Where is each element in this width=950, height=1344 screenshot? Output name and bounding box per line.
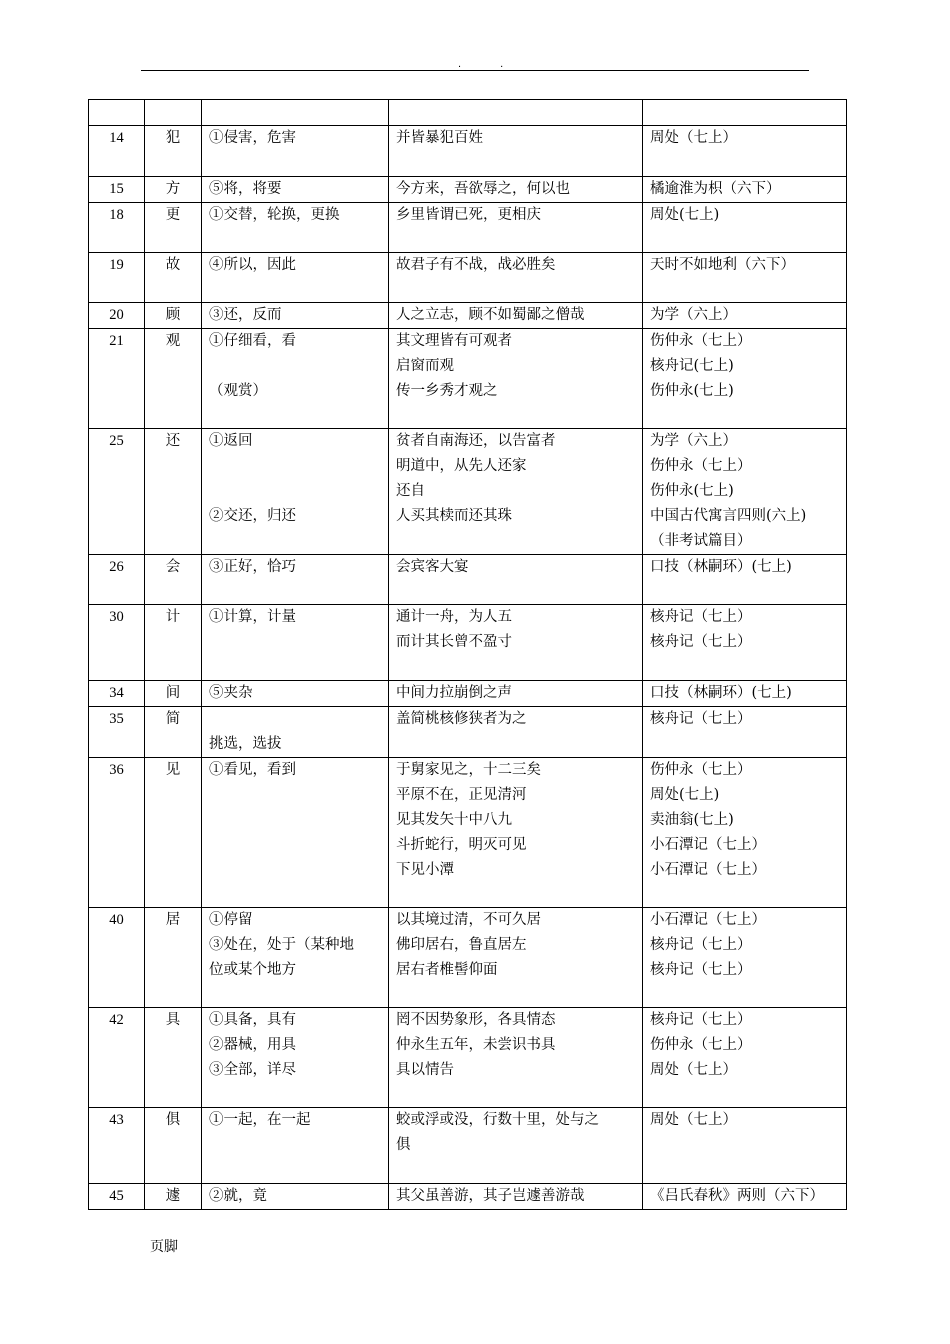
row-meaning [202, 329, 389, 429]
row-meaning-line: ②就，竟 [209, 1188, 267, 1204]
header-cell-meaning [202, 100, 389, 126]
row-source [643, 253, 847, 303]
row-example-line: 以其境过清，不可久居 [396, 912, 541, 928]
row-example-line: 其父虽善游，其子岂遽善游哉 [396, 1188, 585, 1204]
row-example-line: 通计一舟，为人五 [396, 609, 512, 625]
row-source-line: （非考试篇目） [650, 533, 752, 549]
row-character: 更 [145, 203, 202, 253]
row-example [389, 908, 643, 1008]
row-meaning-line: ⑤夹杂 [209, 685, 253, 701]
row-meaning-line: ③还，反而 [209, 307, 282, 323]
row-example-line: 平原不在，正见清河 [396, 787, 527, 803]
row-example [389, 126, 643, 177]
row-meaning [202, 177, 389, 203]
row-meaning [202, 1008, 389, 1108]
row-source [643, 126, 847, 177]
row-number: 14 [89, 126, 145, 177]
row-source [643, 177, 847, 203]
row-example-line: 斗折蛇行，明灭可见 [396, 837, 527, 853]
row-source-line: 周处(七上) [650, 207, 720, 223]
row-source-line: 周处（七上） [650, 130, 737, 146]
row-source-line: 伤仲永(七上) [650, 383, 734, 399]
row-number: 15 [89, 177, 145, 203]
row-example-line: 而计其长曾不盈寸 [396, 634, 512, 650]
row-example [389, 681, 643, 707]
table-row [89, 758, 847, 908]
row-character: 具 [145, 1008, 202, 1108]
row-number: 40 [89, 908, 145, 1008]
row-source-line: 核舟记(七上) [650, 358, 734, 374]
table-row [89, 253, 847, 303]
row-source-line: 周处（七上） [650, 1062, 737, 1078]
row-number: 36 [89, 758, 145, 908]
row-source-line: 周处(七上) [650, 787, 720, 803]
table-row [89, 1008, 847, 1108]
row-example-line: 俱 [396, 1137, 411, 1153]
row-source [643, 329, 847, 429]
row-meaning-line: ③正好，恰巧 [209, 559, 296, 575]
table-row [89, 1108, 847, 1184]
row-meaning-line: ②器械，用具 [209, 1037, 296, 1053]
row-example-line: 盖简桃核修狭者为之 [396, 711, 527, 727]
row-source-line: 伤仲永（七上） [650, 458, 752, 474]
row-example-line: 启窗而观 [396, 358, 454, 374]
row-source-line: 天时不如地利（六下） [650, 257, 795, 273]
row-meaning-line: ①仔细看，看 [209, 333, 296, 349]
row-character: 见 [145, 758, 202, 908]
row-meaning-line: ②交还，归还 [209, 508, 296, 524]
row-character: 遽 [145, 1184, 202, 1210]
row-example [389, 203, 643, 253]
row-meaning [202, 253, 389, 303]
header-rule [141, 70, 809, 71]
row-source-line: 《吕氏春秋》两则（六下） [650, 1188, 824, 1204]
row-character: 计 [145, 605, 202, 681]
table-row [89, 303, 847, 329]
row-source [643, 758, 847, 908]
row-example [389, 329, 643, 429]
table-row [89, 908, 847, 1008]
row-example-line: 下见小潭 [396, 862, 454, 878]
row-number: 45 [89, 1184, 145, 1210]
row-meaning-line [209, 454, 384, 479]
row-meaning [202, 758, 389, 908]
row-source-line: 伤仲永（七上） [650, 333, 752, 349]
row-example-line: 传一乡秀才观之 [396, 383, 498, 399]
row-source-line: 核舟记（七上） [650, 634, 752, 650]
row-source [643, 1008, 847, 1108]
header-cell-number [89, 100, 145, 126]
row-example [389, 429, 643, 555]
row-example [389, 1008, 643, 1108]
row-meaning [202, 303, 389, 329]
table-row [89, 177, 847, 203]
row-source [643, 429, 847, 555]
row-character: 居 [145, 908, 202, 1008]
row-example-line: 于舅家见之，十二三矣 [396, 762, 541, 778]
row-example [389, 303, 643, 329]
header-mark: . . [458, 58, 522, 70]
table-row [89, 329, 847, 429]
row-example [389, 605, 643, 681]
row-character: 顾 [145, 303, 202, 329]
row-number: 25 [89, 429, 145, 555]
row-source-line: 口技（林嗣环）(七上) [650, 559, 792, 575]
row-meaning-line: ①侵害，危害 [209, 130, 296, 146]
row-meaning-line [209, 479, 384, 504]
row-meaning-line: ①计算，计量 [209, 609, 296, 625]
header-cell-example [389, 100, 643, 126]
row-example-line: 明道中，从先人还家 [396, 458, 527, 474]
row-character: 间 [145, 681, 202, 707]
row-example-line: 人之立志，顾不如蜀鄙之僧哉 [396, 307, 585, 323]
row-character: 俱 [145, 1108, 202, 1184]
row-source [643, 908, 847, 1008]
table-row [89, 429, 847, 555]
row-number: 26 [89, 555, 145, 605]
row-character: 观 [145, 329, 202, 429]
row-meaning-line: ③处在，处于（某种地 [209, 937, 354, 953]
row-example-line: 乡里皆谓已死，更相庆 [396, 207, 541, 223]
table-row [89, 555, 847, 605]
row-example-line: 佛印居右，鲁直居左 [396, 937, 527, 953]
row-meaning-line [209, 707, 384, 732]
row-meaning-line [209, 354, 384, 379]
row-number: 34 [89, 681, 145, 707]
row-meaning-line: ③全部，详尽 [209, 1062, 296, 1078]
row-example-line: 故君子有不战，战必胜矣 [396, 257, 556, 273]
table-row [89, 203, 847, 253]
row-source-line: 核舟记（七上） [650, 711, 752, 727]
row-meaning-line: 挑选，选拔 [209, 736, 282, 752]
row-example-line: 仲永生五年，未尝识书具 [396, 1037, 556, 1053]
row-character: 还 [145, 429, 202, 555]
row-example-line: 人买其椟而还其珠 [396, 508, 512, 524]
row-source-line: 伤仲永（七上） [650, 1037, 752, 1053]
row-source-line: 小石潭记（七上） [650, 862, 766, 878]
vocabulary-table [88, 99, 847, 1210]
row-example-line: 会宾客大宴 [396, 559, 469, 575]
row-number: 21 [89, 329, 145, 429]
row-example-line: 并皆暴犯百姓 [396, 130, 483, 146]
row-example-line: 还自 [396, 483, 425, 499]
row-meaning [202, 555, 389, 605]
table-row [89, 681, 847, 707]
row-meaning-line: ①看见，看到 [209, 762, 296, 778]
vocabulary-table-body [89, 100, 847, 1210]
row-meaning [202, 1108, 389, 1184]
table-row [89, 707, 847, 758]
row-number: 20 [89, 303, 145, 329]
row-meaning [202, 681, 389, 707]
row-character: 犯 [145, 126, 202, 177]
row-number: 43 [89, 1108, 145, 1184]
table-header-row [89, 100, 847, 126]
row-source-line: 伤仲永（七上） [650, 762, 752, 778]
row-meaning [202, 126, 389, 177]
table-row [89, 126, 847, 177]
row-source-line: 为学（六上） [650, 433, 737, 449]
row-meaning [202, 1184, 389, 1210]
row-example [389, 707, 643, 758]
row-number: 35 [89, 707, 145, 758]
row-example [389, 555, 643, 605]
row-source-line: 小石潭记（七上） [650, 837, 766, 853]
row-meaning-line: （观赏） [209, 383, 267, 399]
header-cell-character [145, 100, 202, 126]
row-meaning [202, 605, 389, 681]
row-character: 方 [145, 177, 202, 203]
row-example-line: 见其发矢十中八九 [396, 812, 512, 828]
row-source [643, 1184, 847, 1210]
row-example [389, 253, 643, 303]
row-example-line: 其文理皆有可观者 [396, 333, 512, 349]
row-source [643, 1108, 847, 1184]
row-meaning-line: ①返回 [209, 433, 253, 449]
row-source [643, 555, 847, 605]
row-example [389, 1108, 643, 1184]
row-source [643, 203, 847, 253]
row-example-line: 居右者椎髻仰面 [396, 962, 498, 978]
row-example-line: 贫者自南海还，以告富者 [396, 433, 556, 449]
footer-label: 页脚 [150, 1239, 178, 1255]
row-example-line: 具以情告 [396, 1062, 454, 1078]
row-meaning-line: 位或某个地方 [209, 962, 296, 978]
row-meaning-line: ④所以，因此 [209, 257, 296, 273]
row-source [643, 707, 847, 758]
row-source [643, 681, 847, 707]
row-source-line: 伤仲永(七上) [650, 483, 734, 499]
header-cell-source [643, 100, 847, 126]
table-row [89, 1184, 847, 1210]
row-source-line: 核舟记（七上） [650, 609, 752, 625]
row-source-line: 核舟记（七上） [650, 1012, 752, 1028]
row-character: 简 [145, 707, 202, 758]
row-meaning-line: ⑤将，将要 [209, 181, 282, 197]
row-example [389, 758, 643, 908]
row-source-line: 橘逾淮为枳（六下） [650, 181, 781, 197]
row-meaning-line: ①一起，在一起 [209, 1112, 311, 1128]
row-number: 18 [89, 203, 145, 253]
row-meaning [202, 908, 389, 1008]
row-example [389, 177, 643, 203]
row-source-line: 为学（六上） [650, 307, 737, 323]
table-row [89, 605, 847, 681]
row-example-line: 今方来，吾欲辱之，何以也 [396, 181, 570, 197]
row-example-line: 蛟或浮或没，行数十里，处与之 [396, 1112, 599, 1128]
row-source-line: 核舟记（七上） [650, 962, 752, 978]
row-example-line: 中间力拉崩倒之声 [396, 685, 512, 701]
row-meaning-line: ①具备，具有 [209, 1012, 296, 1028]
row-source-line: 周处（七上） [650, 1112, 737, 1128]
row-source-line: 口技（林嗣环）(七上) [650, 685, 792, 701]
row-number: 19 [89, 253, 145, 303]
row-source-line: 卖油翁(七上) [650, 812, 734, 828]
row-source [643, 605, 847, 681]
row-character: 故 [145, 253, 202, 303]
row-meaning [202, 429, 389, 555]
row-meaning-line: ①交替，轮换，更换 [209, 207, 340, 223]
row-example [389, 1184, 643, 1210]
row-meaning [202, 707, 389, 758]
row-source [643, 303, 847, 329]
row-example-line: 罔不因势象形，各具情态 [396, 1012, 556, 1028]
row-number: 42 [89, 1008, 145, 1108]
row-character: 会 [145, 555, 202, 605]
row-source-line: 中国古代寓言四则(六上) [650, 508, 807, 524]
row-source-line: 核舟记（七上） [650, 937, 752, 953]
row-number: 30 [89, 605, 145, 681]
row-meaning [202, 203, 389, 253]
row-meaning-line: ①停留 [209, 912, 253, 928]
row-source-line: 小石潭记（七上） [650, 912, 766, 928]
